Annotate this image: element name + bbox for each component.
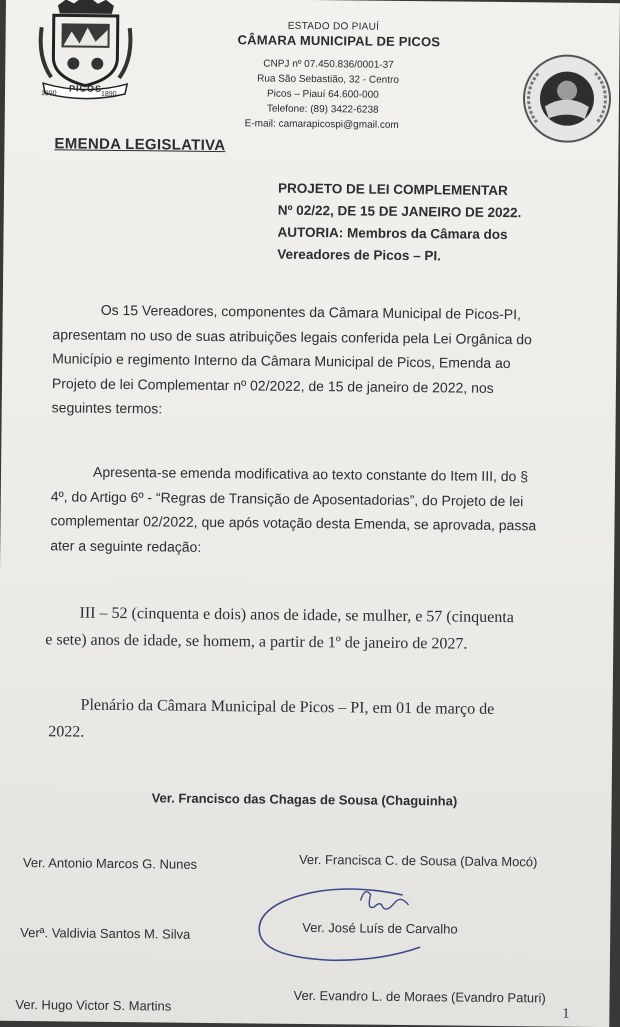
header-cnpj: CNPJ nº 07.450.836/0001-37 (263, 58, 394, 71)
header-state: ESTADO DO PIAUÍ (287, 20, 380, 33)
paragraph-new-text: III – 52 (cinquenta e dois) anos de idade, se mulher, e 57 (cinquenta e sete) anos de idade, se homem, a partir de 1º de janeiro de 2027. (45, 604, 514, 653)
project-reference (277, 178, 578, 269)
progress-seal-icon (521, 52, 614, 145)
crest-year-left: 1890 (40, 90, 57, 98)
header-phone: Telefone: (89) 3422-6238 (266, 103, 379, 116)
header-email: E-mail: camarapicospi@gmail.com (244, 118, 399, 131)
crest-label: PICOS (69, 83, 103, 94)
handwritten-signature-icon (252, 879, 433, 971)
signature-right: Ver. José Luís de Carvalho (302, 919, 458, 937)
paragraph-preamble: Os 15 Vereadores, componentes da Câmara Municipal de Picos-PI, apresentam no uso de suas atribuições legais conferida pela Lei Orgânica do Município e regimento Interno da Câmara Municipal de Picos, Emenda ao Projeto de lei Complementar nº 02/2022, de 15 de janeiro de 2022, nos seguintes termos: (51, 301, 532, 417)
paragraph-amendment: Apresenta-se emenda modificativa ao texto constante do Item III, do § 4º, do Artigo 6º - “Regras de Transição de Aposentadorias”, do Projeto de lei complementar 02/2022, que após votação desta Emenda, se aprovada, passa ater a seguinte redação: (50, 463, 537, 555)
signature-left: Ver. Antonio Marcos G. Nunes (22, 855, 198, 872)
signature-left: Ver. Hugo Victor S. Martins (15, 996, 172, 1014)
signature-right: Ver. Francisca C. de Sousa (Dalva Mocó) (298, 851, 538, 870)
signature-right: Ver. Evandro L. de Moraes (Evandro Paturi) (293, 987, 546, 1006)
signature-lead: Ver. Francisco das Chagas de Sousa (Chaguinha) (151, 790, 458, 809)
signature-left: Verª. Valdivia Santos M. Silva (20, 924, 191, 942)
project-line: PROJETO DE LEI COMPLEMENTAR (277, 180, 508, 199)
header-street: Rua São Sebastião, 32 - Centro (257, 73, 399, 86)
document-type-title: EMENDA LEGISLATIVA (54, 135, 226, 155)
page-number: 1 (562, 1006, 570, 1022)
project-line: Nº 02/22, DE 15 DE JANEIRO DE 2022. (277, 202, 522, 221)
header-city: Picos – Piauí 64.600-000 (266, 88, 379, 101)
crest-year-right: 1890 (100, 90, 117, 98)
project-line: Vereadores de Picos – PI. (277, 246, 442, 264)
project-line: AUTORIA: Membros da Câmara dos (277, 224, 508, 243)
paragraph-closing: Plenário da Câmara Municipal de Picos – PI, em 01 de março de 2022. (48, 696, 495, 741)
header-chamber-name: CÂMARA MUNICIPAL DE PICOS (237, 32, 441, 50)
